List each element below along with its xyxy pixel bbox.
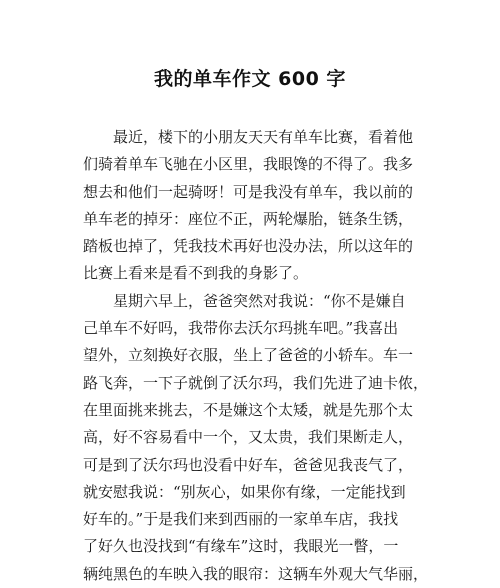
paragraph-line: 好车的。”于是我们来到西丽的一家单车店，我找 <box>83 510 399 529</box>
paragraph-line: 己单车不好吗，我带你去沃尔玛挑车吧。”我喜出 <box>83 319 399 338</box>
article-body <box>83 124 428 588</box>
paragraph-line: 单车老的掉牙：座位不正，两轮爆胎，链条生锈， <box>83 209 414 228</box>
paragraph-line: 最近，楼下的小朋友天天有单车比赛，看着他 <box>113 128 414 146</box>
paragraph-line: 可是到了沃尔玛也没看中好车，爸爸见我丧气了， <box>83 455 414 474</box>
paragraph-line: 想去和他们一起骑呀！可是我没有单车，我以前的 <box>83 182 414 201</box>
paragraph-line: 就安慰我说：“别灰心，如果你有缘，一定能找到 <box>83 482 406 501</box>
paragraph-line: 辆纯黑色的车映入我的眼帘：这辆车外观大气华丽， <box>83 564 428 583</box>
paragraph-line: 路飞奔，一下子就倒了沃尔玛，我们先进了迪卡侬， <box>83 373 428 392</box>
paragraph-line: 们骑着单车飞驰在小区里，我眼馋的不得了。我多 <box>83 155 414 174</box>
paragraph-line: 望外，立刻换好衣服，坐上了爸爸的小轿车。车一 <box>83 346 414 365</box>
paragraph-line: 星期六早上，爸爸突然对我说：“你不是嫌自 <box>113 291 406 310</box>
article-title: 我的单车作文 600 字 <box>154 68 346 90</box>
paragraph-line: 比赛上看来是看不到我的身影了。 <box>83 264 309 283</box>
paragraph-line: 在里面挑来挑去，不是嫌这个太矮，就是先那个太 <box>83 400 414 419</box>
paragraph-line: 高，好不容易看中一个，又太贵，我们果断走人， <box>83 428 414 447</box>
paragraph-line: 了好久也没找到“有缘车”这时，我眼光一瞥，一 <box>83 537 399 556</box>
paragraph-line: 踏板也掉了，凭我技术再好也没办法，所以这年的 <box>83 237 414 256</box>
